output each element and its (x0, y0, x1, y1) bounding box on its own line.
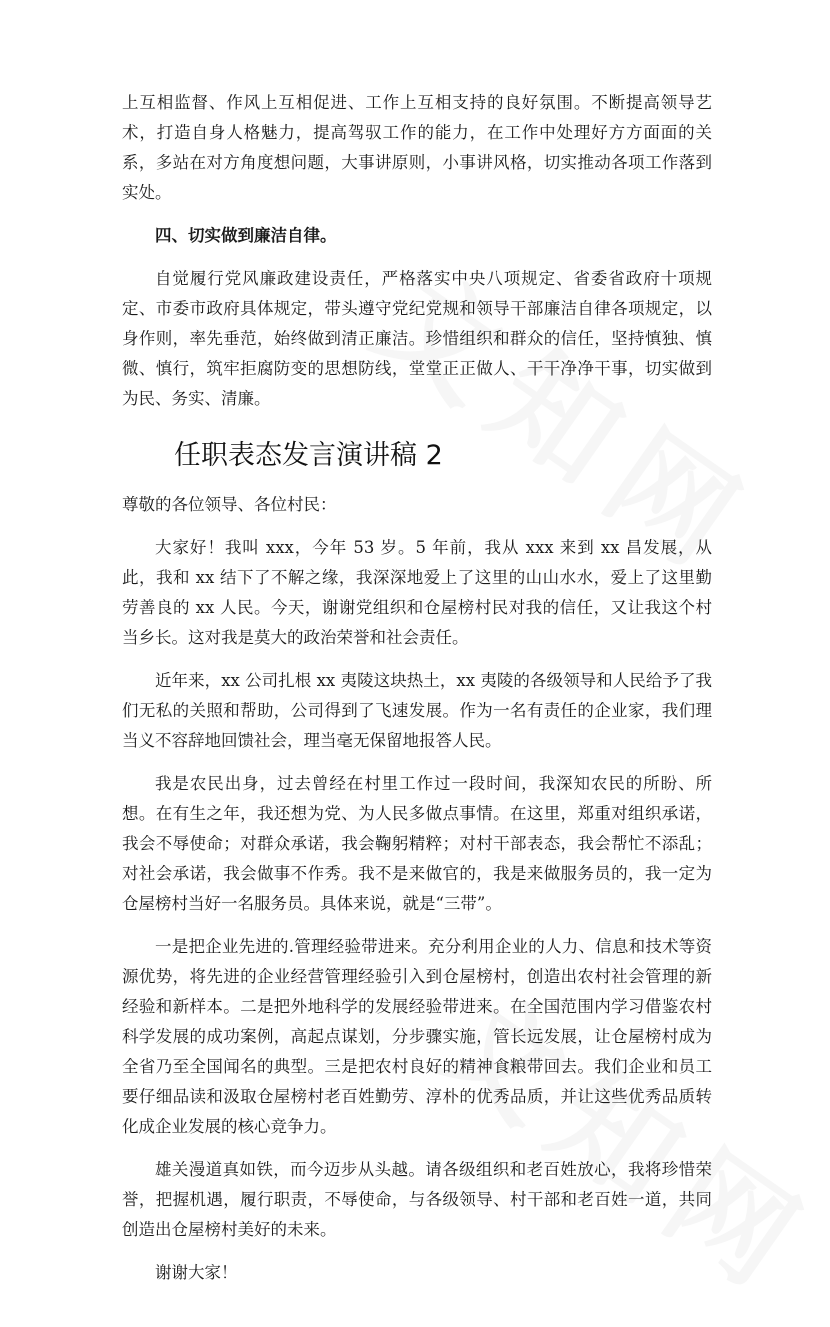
paragraph-2: 近年来，xx 公司扎根 xx 夷陵这块热土，xx 夷陵的各级领导和人民给予了我们无私的关照和帮助，公司得到了飞速发展。作为一名有责任的企业家，我们理当义不容辞地回馈社会，理当毫无保留地报答人民。 (122, 671, 712, 750)
paragraph-4: 一是把企业先进的.管理经验带进来。充分利用企业的人力、信息和技术等资源优势，将先进的企业经营管理经验引入到仓屋榜村，创造出农村社会管理的新经验和新样本。二是把外地科学的发展经验带进来。在全国范围内学习借鉴农村科学发展的成功案例，高起点谋划，分步骤实施，管长远发展，让仓屋榜村成为全省乃至全国闻名的典型。三是把农村良好的精神食粮带回去。我们企业和员工要仔细品读和汲取仓屋榜村老百姓勤劳、淳朴的优秀品质，并让这些优秀品质转化成企业发展的核心竞争力。 (122, 937, 712, 1136)
salutation: 尊敬的各位领导、各位村民： (122, 495, 337, 514)
closing: 谢谢大家！ (155, 1263, 238, 1282)
paragraph-5: 雄关漫道真如铁，而今迈步从头越。请各级组织和老百姓放心，我将珍惜荣誉，把握机遇，履行职责，不辱使命，与各级领导、村干部和老百姓一道，共同创造出仓屋榜村美好的未来。 (122, 1160, 712, 1239)
paragraph-integrity: 自觉履行党风廉政建设责任，严格落实中央八项规定、省委省政府十项规定、市委市政府具体规定，带头遵守党纪党规和领导干部廉洁自律各项规定，以身作则，率先垂范，始终做到清正廉洁。珍惜组织和群众的信任，坚持慎独、慎微、慎行，筑牢拒腐防变的思想防线，堂堂正正做人、干干净净干事，切实做到为民、务实、清廉。 (122, 269, 712, 408)
paragraph-top: 上互相监督、作风上互相促进、工作上互相支持的良好氛围。不断提高领导艺术，打造自身人格魅力，提高驾驭工作的能力，在工作中处理好方方面面的关系，多站在对方角度想问题，大事讲原则，小事讲风格，切实推动各项工作落到实处。 (122, 93, 712, 202)
document-body (122, 88, 712, 1288)
section-heading: 四、切实做到廉洁自律。 (155, 226, 337, 245)
paragraph-1: 大家好！我叫 xxx，今年 53 岁。5 年前，我从 xxx 来到 xx 昌发展，从此，我和 xx 结下了不解之缘，我深深地爱上了这里的山山水水，爱上了这里勤劳善良的 xx 人民。今天，谢谢党组织和仓屋榜村民对我的信任，又让我这个村当乡长。这对我是莫大的政治荣誉和社会责任。 (122, 538, 712, 647)
paragraph-3: 我是农民出身，过去曾经在村里工作过一段时间，我深知农民的所盼、所想。在有生之年，我还想为党、为人民多做点事情。在这里，郑重对组织承诺，我会不辱使命；对群众承诺，我会鞠躬精粹；对村干部表态，我会帮忙不添乱；对社会承诺，我会做事不作秀。我不是来做官的，我是来做服务员的，我一定为仓屋榜村当好一名服务员。具体来说，就是“三带”。 (122, 774, 712, 913)
page-title: 任职表态发言演讲稿 2 (174, 440, 443, 471)
